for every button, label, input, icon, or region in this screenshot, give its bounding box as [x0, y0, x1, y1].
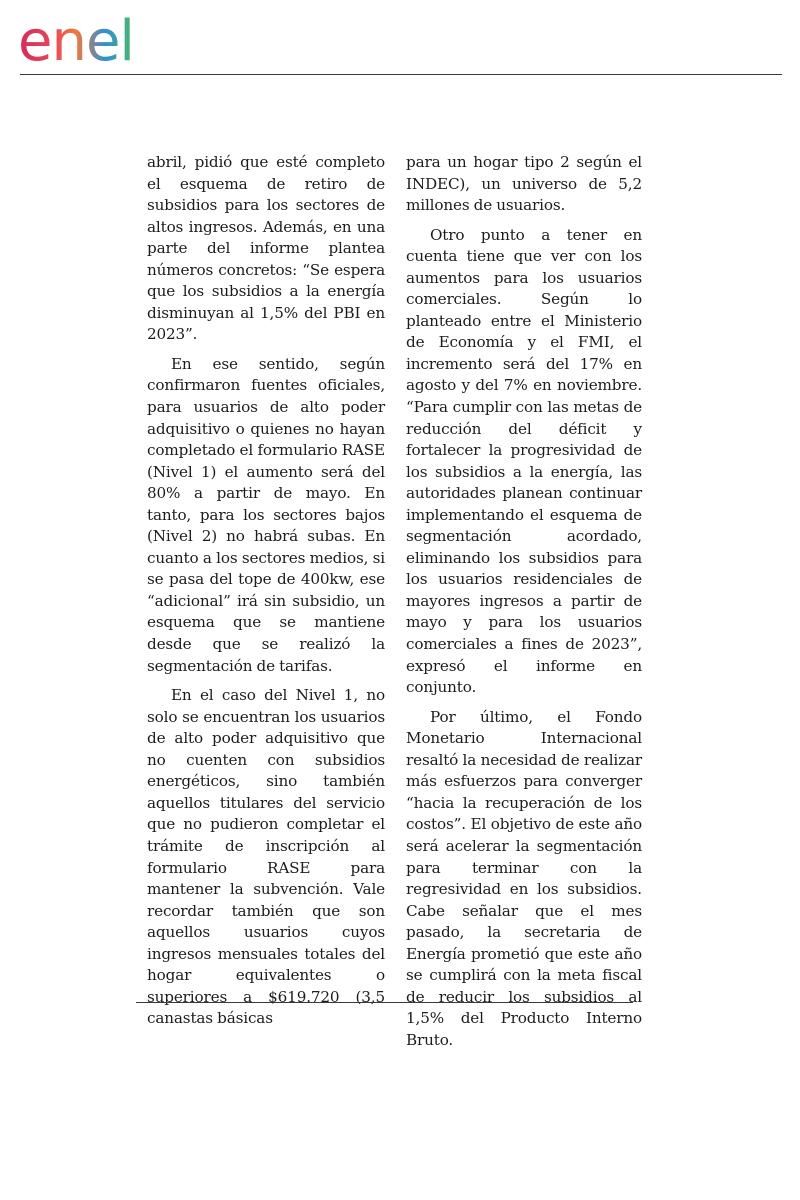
paragraph: Por último, el Fondo Monetario Internacional resaltó la necesidad de realizar más esfuerzos para converger “hacia la recuperación de los costos”. El objetivo de este año será acelerar la segmentación para terminar con la regresividad en los subsidios. Cabe señalar que el mes pasado, la secretaria de Energía prometió que este año se cumplirá con la meta fiscal de reducir los subsidios al 1,5% del Producto Interno Bruto. [406, 707, 642, 1049]
paragraph: En ese sentido, según confirmaron fuentes oficiales, para usuarios de alto poder adquisitivo o quienes no hayan completado el formulario RASE (Nivel 1) el aumento será del 80% a partir de mayo. En tanto, para los sectores bajos (Nivel 2) no habrá subas. En cuanto a los sectores medios, si se pasa del tope de 400kw, ese “adicional” irá sin subsidio, un esquema que se mantiene desde que se realizó la segmentación de tarifas. [147, 354, 385, 675]
page-header [0, 0, 800, 76]
enel-logo-wordmark: enel [18, 9, 134, 66]
article-column-right [406, 152, 642, 1059]
article-column-left [147, 152, 385, 1038]
enel-logo [18, 6, 183, 66]
paragraph: para un hogar tipo 2 según el INDEC), un universo de 5,2 millones de usuarios. [406, 153, 642, 215]
paragraph: En el caso del Nivel 1, no solo se encuentran los usuarios de alto poder adquisitivo que no cuenten con subsidios energéticos, sino también aquellos titulares del servicio que no pudieron completar el trámite de inscripción al formulario RASE para mantener la subvención. Vale recordar también que son aquellos usuarios cuyos ingresos mensuales totales del hogar equivalentes o superiores a $619.720 (3,5 canastas básicas [147, 686, 385, 1028]
paragraph: abril, pidió que esté completo el esquema de retiro de subsidios para los sectores de altos ingresos. Además, en una parte del informe plantea números concretos: “Se espera que los subsidios a la energía disminuyan al 1,5% del PBI en 2023”. [147, 153, 385, 344]
header-divider [20, 74, 782, 75]
paragraph: Otro punto a tener en cuenta tiene que ver con los aumentos para los usuarios comerciales. Según lo planteado entre el Ministerio de Economía y el FMI, el incremento será del 17% en agosto y del 7% en noviembre. “Para cumplir con las metas de reducción del déficit y fortalecer la progresividad de los subsidios a la energía, las autoridades planean continuar implementando el esquema de segmentación acordado, eliminando los subsidios para los usuarios residenciales de mayores ingresos a partir de mayo y para los usuarios comerciales a fines de 2023”, expresó el informe en conjunto. [406, 225, 642, 697]
footer-divider [136, 1002, 633, 1003]
